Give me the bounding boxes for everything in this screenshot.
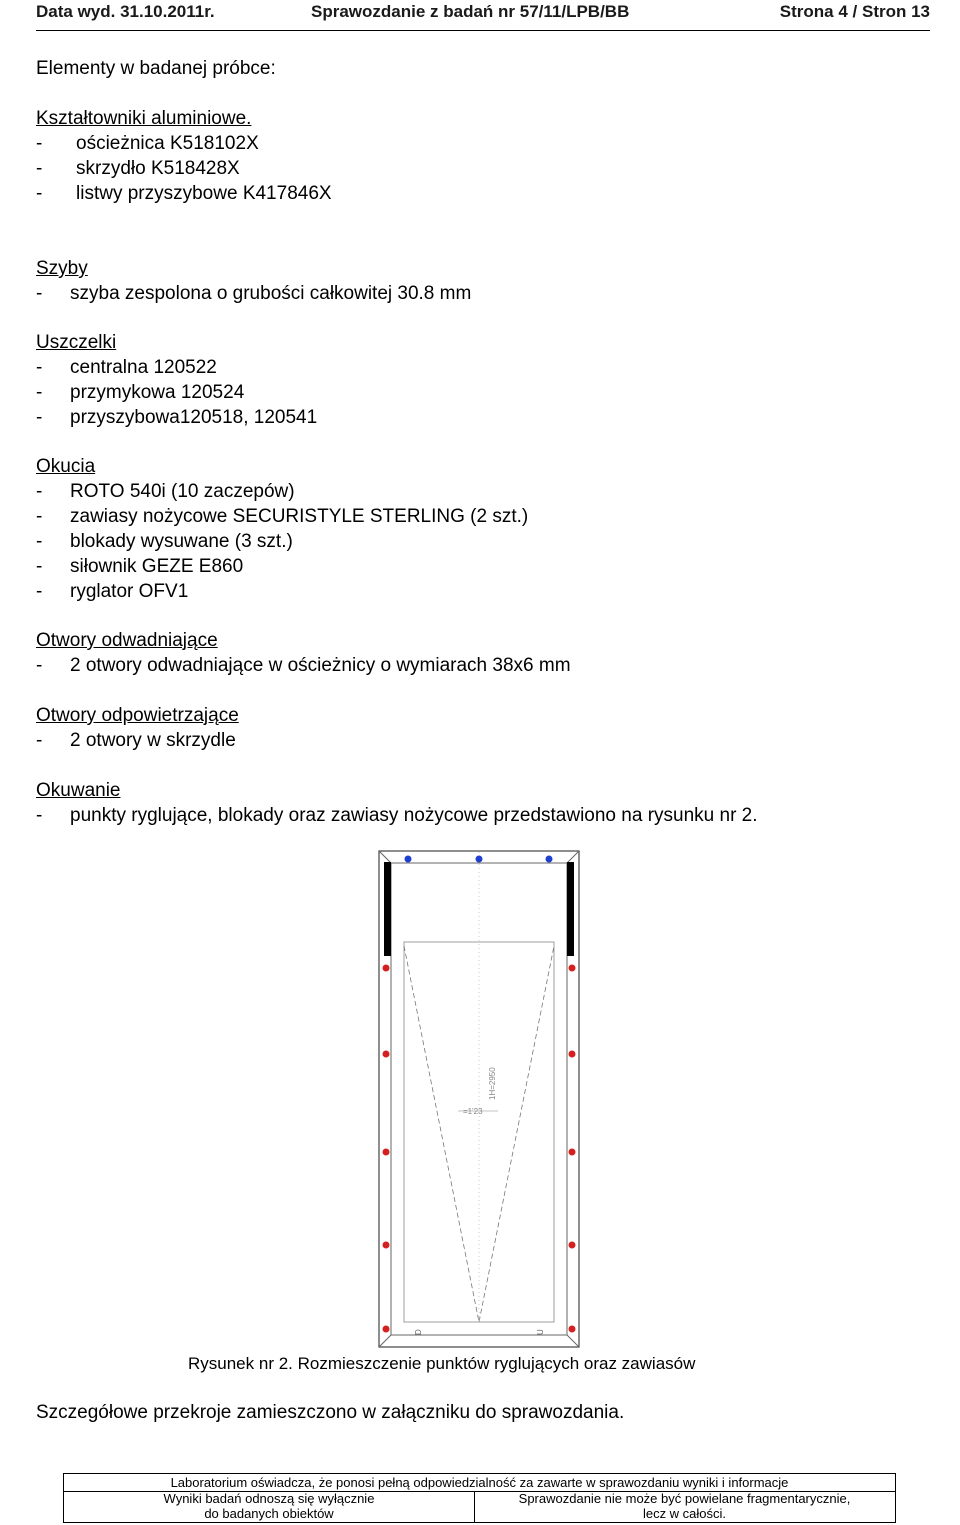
- locking-point: [569, 1242, 576, 1249]
- locking-point: [383, 1326, 390, 1333]
- list-item: - siłownik GEZE E860: [36, 556, 244, 577]
- section-title-fittings: Okuwanie: [36, 780, 121, 801]
- list-item: - szyba zespolona o grubości całkowitej 30.8 mm: [36, 283, 472, 304]
- footer-left-cell: [64, 1491, 475, 1523]
- section-title-drainage: Otwory odwadniające: [36, 630, 218, 651]
- locking-point: [569, 1149, 576, 1156]
- locking-point: [383, 1242, 390, 1249]
- blocker-point: [546, 856, 553, 863]
- report-title: Sprawozdanie z badań nr 57/11/LPB/BB: [311, 2, 630, 21]
- figure-caption: Rysunek nr 2. Rozmieszczenie punktów ryglujących oraz zawiasów: [188, 1354, 696, 1373]
- list-item: - ościeżnica K518102X: [36, 133, 259, 154]
- section-title-profiles: Kształtowniki aluminiowe.: [36, 108, 252, 129]
- section-title-glass: Szyby: [36, 258, 88, 279]
- blocker-point: [405, 856, 412, 863]
- footer-disclaimer: [63, 1473, 896, 1523]
- section-title-ventilation: Otwory odpowietrzające: [36, 705, 239, 726]
- list-item: - 2 otwory w skrzydle: [36, 730, 236, 751]
- locking-point: [383, 1051, 390, 1058]
- locking-point: [569, 1051, 576, 1058]
- width-dimension-label: =1'23: [463, 1107, 483, 1116]
- list-item: - ROTO 540i (10 zaczepów): [36, 481, 295, 502]
- locking-point: [383, 965, 390, 972]
- blocker-point: [476, 856, 483, 863]
- corner-label-right: U: [536, 1329, 545, 1335]
- list-item: - 2 otwory odwadniające w ościeżnicy o wymiarach 38x6 mm: [36, 655, 571, 676]
- section-title-seals: Uszczelki: [36, 332, 117, 353]
- list-item: - przyszybowa120518, 120541: [36, 407, 318, 428]
- list-item: - zawiasy nożycowe SECURISTYLE STERLING (2 szt.): [36, 506, 529, 527]
- corner-line: [567, 1335, 579, 1347]
- list-item: - blokady wysuwane (3 szt.): [36, 531, 293, 552]
- list-item: - listwy przyszybowe K417846X: [36, 183, 332, 204]
- list-item: - skrzydło K518428X: [36, 158, 240, 179]
- corner-line: [379, 851, 391, 863]
- list-item: - ryglator OFV1: [36, 581, 189, 602]
- corner-line: [379, 1335, 391, 1347]
- hinge-right: [567, 862, 574, 956]
- issue-date: Data wyd. 31.10.2011r.: [36, 2, 215, 21]
- height-dimension-label: 1H=2950: [488, 1067, 497, 1100]
- list-item: - punkty ryglujące, blokady oraz zawiasy nożycowe przedstawiono na rysunku nr 2.: [36, 805, 758, 826]
- locking-point: [569, 1326, 576, 1333]
- section-title-hardware: Okucia: [36, 456, 96, 477]
- footer-statement: Laboratorium oświadcza, że ponosi pełną odpowiedzialność za zawarte w sprawozdaniu wyniki i informacje: [64, 1474, 895, 1492]
- locking-point: [569, 965, 576, 972]
- list-item: - przymykowa 120524: [36, 382, 245, 403]
- opening-direction-lines: [404, 946, 554, 1322]
- footer-left-line1: Wyniki badań odnoszą się wyłącznie: [163, 1491, 375, 1506]
- locking-point: [383, 1149, 390, 1156]
- final-note: Szczegółowe przekroje zamieszczono w załączniku do sprawozdania.: [36, 1402, 625, 1423]
- footer-right-cell: [474, 1491, 895, 1523]
- page-number: Strona 4 / Stron 13: [779, 2, 930, 21]
- footer-right-line2: lecz w całości.: [642, 1506, 727, 1521]
- hinge-left: [384, 862, 391, 956]
- footer-right-line1: Sprawozdanie nie może być powielane fragmentarycznie,: [518, 1491, 851, 1506]
- footer-left-line2: do badanych obiektów: [204, 1506, 334, 1521]
- list-item: - centralna 120522: [36, 357, 217, 378]
- corner-label-left: D: [414, 1329, 423, 1335]
- intro-text: Elementy w badanej próbce:: [36, 58, 276, 79]
- corner-line: [567, 851, 579, 863]
